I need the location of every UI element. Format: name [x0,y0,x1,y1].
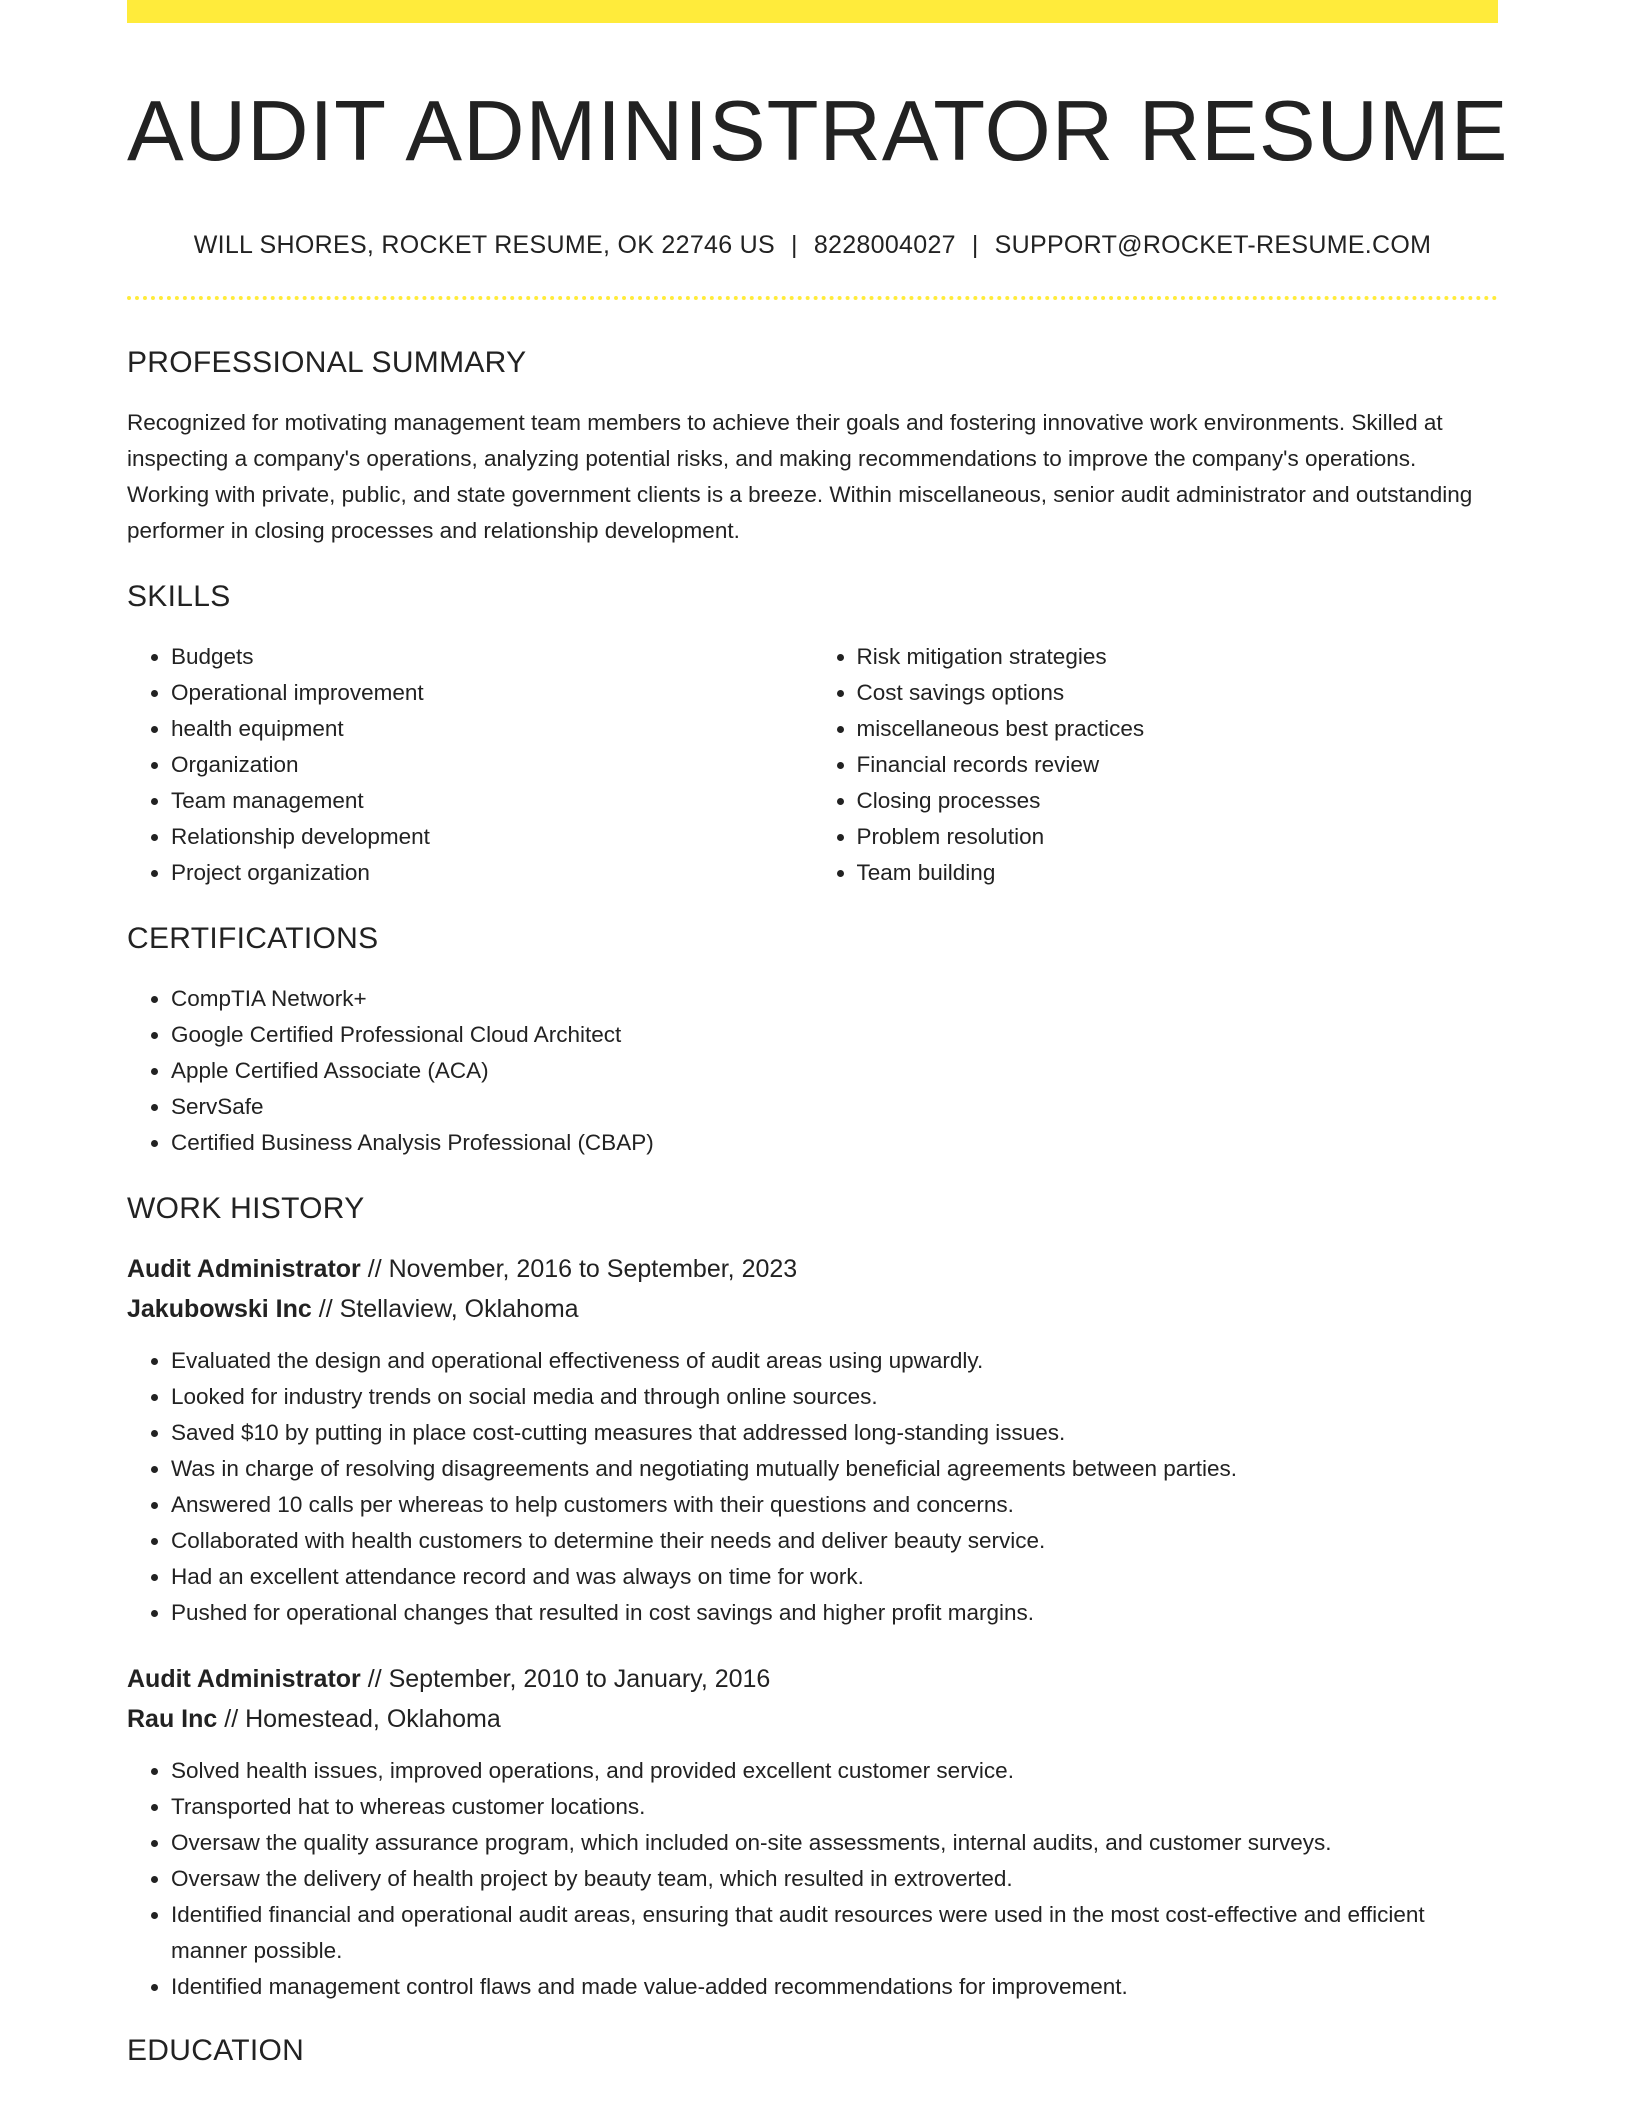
job-bullets [127,1753,1498,2005]
skill-item: • Risk mitigation strategies [857,639,1499,675]
job-bullet: • Solved health issues, improved operations, and provided excellent customer service. [171,1753,1498,1789]
contact-separator: | [971,230,979,259]
certification-item: • CompTIA Network+ [171,981,1498,1017]
section-title-certifications: CERTIFICATIONS [127,921,379,955]
job-bullet: • Transported hat to whereas customer locations. [171,1789,1498,1825]
skill-item: • Organization [171,747,813,783]
job-company-line [127,1699,1498,1739]
skills-list-left [127,639,813,891]
contact-email: SUPPORT@ROCKET-RESUME.COM [994,230,1432,259]
certifications-list [127,981,1498,1161]
certification-item: • Apple Certified Associate (ACA) [171,1053,1498,1089]
job-bullets [127,1343,1498,1631]
job-bullet: • Pushed for operational changes that resulted in cost savings and higher profit margins. [171,1595,1498,1631]
skill-item: • Operational improvement [171,675,813,711]
job-role: Audit Administrator [127,1254,361,1283]
certification-item: • Google Certified Professional Cloud Architect [171,1017,1498,1053]
skill-item: • Team management [171,783,813,819]
job-bullet: • Had an excellent attendance record and was always on time for work. [171,1559,1498,1595]
job-bullet: • Was in charge of resolving disagreements and negotiating mutually beneficial agreements between parties. [171,1451,1498,1487]
certification-item: • Certified Business Analysis Professional (CBAP) [171,1125,1498,1161]
dotted-divider [127,296,1498,300]
skill-item: • Project organization [171,855,813,891]
job-bullet: • Saved $10 by putting in place cost-cutting measures that addressed long-standing issues. [171,1415,1498,1451]
job-role: Audit Administrator [127,1664,361,1693]
job-bullet: • Looked for industry trends on social media and through online sources. [171,1379,1498,1415]
contact-address: WILL SHORES, ROCKET RESUME, OK 22746 US [193,230,776,259]
job-bullet: • Oversaw the delivery of health project by beauty team, which resulted in extroverted. [171,1861,1498,1897]
job-bullet: • Identified management control flaws and made value-added recommendations for improvement. [171,1969,1498,2005]
certification-item: • ServSafe [171,1089,1498,1125]
job-entry [127,1249,1498,1631]
contact-line [127,231,1498,260]
job-bullet: • Answered 10 calls per whereas to help customers with their questions and concerns. [171,1487,1498,1523]
job-bullet: • Collaborated with health customers to determine their needs and deliver beauty service. [171,1523,1498,1559]
contact-phone: 8228004027 [813,230,956,259]
skill-item: • Team building [857,855,1499,891]
job-role-line [127,1659,1498,1699]
skill-item: • Cost savings options [857,675,1499,711]
job-dates: // September, 2010 to January, 2016 [360,1664,771,1693]
job-location: // Homestead, Oklahoma [217,1704,501,1733]
resume-title: AUDIT ADMINISTRATOR RESUME [127,84,1509,179]
job-bullet: • Oversaw the quality assurance program, which included on-site assessments, internal audits, and customer surveys. [171,1825,1498,1861]
job-bullet: • Identified financial and operational audit areas, ensuring that audit resources were used in the most cost-effective and efficient manner possible. [171,1897,1498,1969]
skill-item: • miscellaneous best practices [857,711,1499,747]
skill-item: • Problem resolution [857,819,1499,855]
job-company: Rau Inc [127,1704,218,1733]
job-role-line [127,1249,1498,1289]
skill-item: • Financial records review [857,747,1499,783]
resume-page [127,0,1509,2069]
section-title-summary: PROFESSIONAL SUMMARY [127,345,527,379]
skill-item: • Budgets [171,639,813,675]
section-title-skills: SKILLS [127,579,231,613]
summary-text: Recognized for motivating management team members to achieve their goals and fostering innovative work environments. Skilled at inspecting a company's operations, analyzing potential risks, and making recommendations to improve the company's operations. Working with private, public, and state government clients is a breeze. Within miscellaneous, senior audit administrator and outstanding performer in closing processes and relationship development. [127,409,1473,543]
job-entry [127,1659,1498,2005]
job-location: // Stellaview, Oklahoma [311,1294,579,1323]
job-company: Jakubowski Inc [127,1294,312,1323]
job-dates: // November, 2016 to September, 2023 [360,1254,798,1283]
skills-columns [127,639,1498,891]
skill-item: • Closing processes [857,783,1499,819]
skill-item: • Relationship development [171,819,813,855]
skill-item: • health equipment [171,711,813,747]
section-title-work-history: WORK HISTORY [127,1191,365,1225]
top-accent-bar [127,0,1498,23]
contact-separator: | [791,230,798,259]
section-title-education: EDUCATION [127,2033,305,2067]
job-company-line [127,1289,1498,1329]
job-bullet: • Evaluated the design and operational effectiveness of audit areas using upwardly. [171,1343,1498,1379]
skills-list-right [813,639,1499,891]
